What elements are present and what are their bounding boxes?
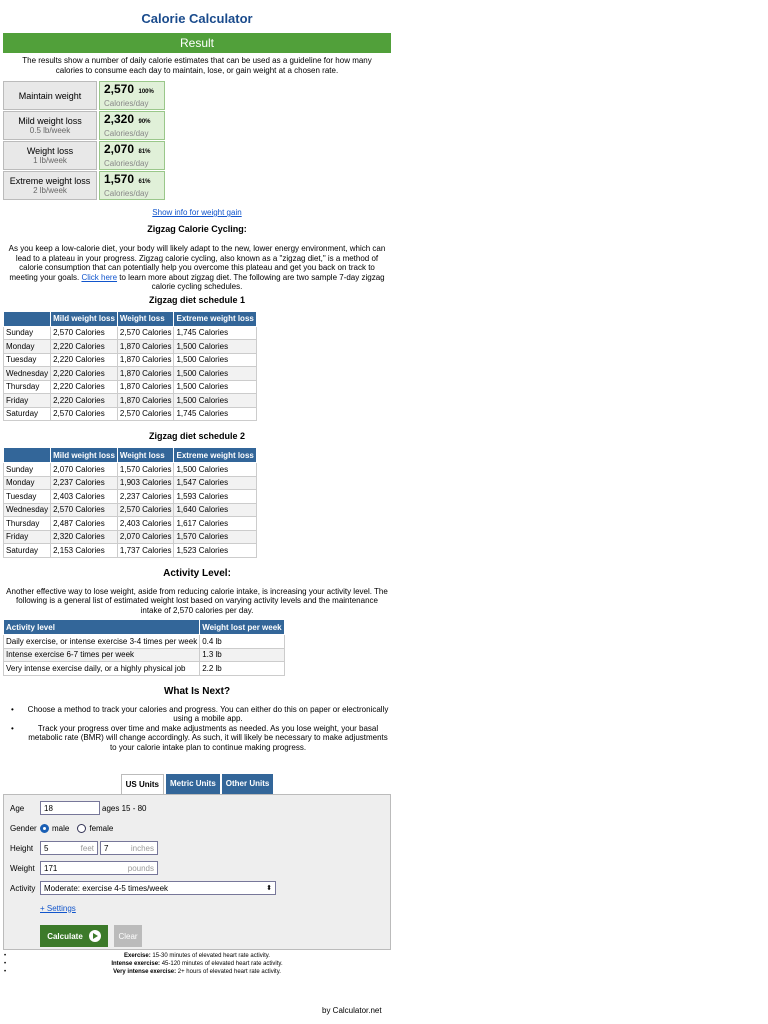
- age-value: 18: [44, 803, 53, 813]
- table-cell: 1,737 Calories: [117, 544, 174, 558]
- table-cell: 2,487 Calories: [51, 517, 118, 531]
- age-label: Age: [10, 803, 25, 813]
- table-cell: 1,870 Calories: [117, 367, 174, 381]
- table-row: [4, 353, 257, 367]
- result-label: Extreme weight loss: [9, 175, 91, 186]
- schedule1-table: [3, 311, 257, 422]
- result-row: [3, 81, 391, 110]
- gender-label: Gender: [10, 823, 37, 833]
- table-cell: 1,640 Calories: [174, 503, 256, 517]
- result-label: Weight loss: [26, 145, 74, 156]
- table-cell: 1,903 Calories: [117, 476, 174, 490]
- result-value: 2,570: [104, 81, 135, 96]
- table-cell: Tuesday: [4, 490, 51, 504]
- result-percent: 90%: [138, 118, 151, 125]
- result-unit: Calories/day: [104, 128, 149, 138]
- column-header: Weight loss: [117, 311, 174, 326]
- table-cell: Sunday: [4, 326, 51, 340]
- activity-paragraph: Another effective way to lose weight, aside from reducing calorie intake, is increasing your activity level. The following is a general list of estimated weight lost based on varying activity levels and the maintenance intake of 2,570 calories per day.: [6, 586, 388, 615]
- table-row: [4, 544, 257, 558]
- activity-table: [3, 619, 285, 676]
- unit-tabs: [3, 774, 391, 794]
- table-cell: Friday: [4, 530, 51, 544]
- result-intro: The results show a number of daily calorie estimates that can be used as a guideline for how many calories to consume each day to maintain, lose, or gain weight at a chosen rate.: [22, 56, 372, 75]
- table-cell: 1,870 Calories: [117, 394, 174, 408]
- table-cell: 1,745 Calories: [174, 326, 256, 340]
- table-row: [4, 662, 285, 676]
- table-cell: 1,523 Calories: [174, 544, 256, 558]
- activity-heading: Activity Level:: [163, 567, 231, 579]
- table-cell: 1,617 Calories: [174, 517, 256, 531]
- table-cell: 2,570 Calories: [51, 503, 118, 517]
- female-label: female: [89, 823, 114, 833]
- weight-input[interactable]: [40, 861, 158, 875]
- table-row: [4, 530, 257, 544]
- table-row: [4, 463, 257, 477]
- clear-button[interactable]: Clear: [114, 925, 142, 947]
- table-row: [4, 326, 257, 340]
- byline: by Calculator.net: [322, 1006, 382, 1015]
- column-header: Extreme weight loss: [174, 448, 256, 463]
- next-heading: What Is Next?: [163, 685, 231, 697]
- footnote-term: Intense exercise:: [111, 961, 161, 967]
- footnote-text: 15-30 minutes of elevated heart rate activity.: [152, 953, 270, 959]
- activity-select[interactable]: [40, 881, 276, 895]
- footnote-term: Exercise:: [124, 953, 151, 959]
- calculate-button[interactable]: [40, 925, 108, 947]
- table-cell: 2,220 Calories: [51, 353, 118, 367]
- table-row: [4, 648, 285, 662]
- result-value: 2,320: [104, 111, 135, 126]
- result-header: Result: [3, 33, 391, 53]
- table-row: [4, 407, 257, 421]
- table-cell: Monday: [4, 340, 51, 354]
- calculator-form: [3, 794, 391, 950]
- show-weight-gain-link[interactable]: Show info for weight gain: [152, 208, 242, 217]
- play-icon: [89, 930, 101, 942]
- male-label: male: [52, 823, 70, 833]
- table-cell: 1,870 Calories: [117, 380, 174, 394]
- weight-label: Weight: [10, 863, 35, 873]
- list-item: • Choose a method to track your calories and progress. You can either do this on paper or electronically using a mobile app.: [3, 705, 391, 724]
- column-header: Activity level: [4, 620, 200, 635]
- table-cell: 2,570 Calories: [51, 326, 118, 340]
- table-row: [4, 367, 257, 381]
- table-row: [4, 340, 257, 354]
- age-input[interactable]: [40, 801, 100, 815]
- table-cell: Intense exercise 6-7 times per week: [4, 648, 200, 662]
- table-cell: 2.2 lb: [200, 662, 284, 676]
- settings-link[interactable]: + Settings: [40, 903, 76, 913]
- schedule2-table: [3, 447, 257, 558]
- table-cell: 1,547 Calories: [174, 476, 256, 490]
- zigzag-heading: Zigzag Calorie Cycling:: [147, 224, 247, 234]
- weight-unit: pounds: [127, 863, 154, 873]
- table-header-row: [4, 311, 257, 326]
- footnote: [3, 952, 391, 960]
- result-unit: Calories/day: [104, 98, 149, 108]
- table-row: [4, 635, 285, 649]
- table-cell: 2,403 Calories: [51, 490, 118, 504]
- table-cell: 2,570 Calories: [117, 503, 174, 517]
- result-percent: 100%: [138, 88, 154, 95]
- select-arrows-icon: ⬍: [266, 885, 272, 892]
- result-unit: Calories/day: [104, 158, 149, 168]
- table-cell: 2,570 Calories: [51, 407, 118, 421]
- result-table: [3, 81, 391, 200]
- female-radio[interactable]: [77, 824, 86, 833]
- footnote-text: 45-120 minutes of elevated heart rate activity.: [161, 961, 283, 967]
- table-cell: 0.4 lb: [200, 635, 284, 649]
- activity-value: Moderate: exercise 4-5 times/week: [44, 883, 169, 893]
- table-cell: Thursday: [4, 517, 51, 531]
- table-cell: 2,220 Calories: [51, 340, 118, 354]
- table-cell: 1,500 Calories: [174, 367, 256, 381]
- result-percent: 81%: [138, 148, 151, 155]
- tab-metric-units[interactable]: Metric Units: [166, 774, 220, 794]
- table-cell: 1,570 Calories: [174, 530, 256, 544]
- table-cell: 1,570 Calories: [117, 463, 174, 477]
- table-cell: Very intense exercise daily, or a highly physical job: [4, 662, 200, 676]
- table-cell: Wednesday: [4, 367, 51, 381]
- table-cell: 2,570 Calories: [117, 326, 174, 340]
- schedule1-title: Zigzag diet schedule 1: [148, 294, 246, 305]
- table-cell: Friday: [4, 394, 51, 408]
- table-cell: 1,870 Calories: [117, 340, 174, 354]
- table-row: [4, 490, 257, 504]
- table-header-row: [4, 448, 257, 463]
- activity-label: Activity: [10, 883, 36, 893]
- table-cell: 2,237 Calories: [117, 490, 174, 504]
- table-cell: 2,220 Calories: [51, 394, 118, 408]
- table-cell: Wednesday: [4, 503, 51, 517]
- column-header: Weight lost per week: [200, 620, 284, 635]
- table-cell: 1,745 Calories: [174, 407, 256, 421]
- result-rate: 1 lb/week: [33, 155, 67, 165]
- result-rate: 0.5 lb/week: [29, 125, 71, 135]
- table-cell: 2,070 Calories: [117, 530, 174, 544]
- result-value: 2,070: [104, 141, 135, 156]
- table-cell: 1,500 Calories: [174, 353, 256, 367]
- result-rate: 2 lb/week: [33, 185, 67, 195]
- result-value: 1,570: [104, 171, 135, 186]
- list-item: • Track your progress over time and make adjustments as needed. As you lose weight, your basal metabolic rate (BMR) will change accordingly. As such, it will likely be necessary to make adjustments to your calorie intake plan to continue making progress.: [3, 724, 391, 753]
- table-row: [4, 517, 257, 531]
- result-row: [3, 111, 391, 140]
- table-row: [4, 380, 257, 394]
- column-header: Mild weight loss: [51, 448, 118, 463]
- table-cell: 1.3 lb: [200, 648, 284, 662]
- footnote-text: 2+ hours of elevated heart rate activity.: [177, 969, 281, 975]
- table-cell: 2,570 Calories: [117, 407, 174, 421]
- column-header: [4, 311, 51, 326]
- zigzag-paragraph: [5, 244, 389, 292]
- table-cell: Daily exercise, or intense exercise 3-4 times per week: [4, 635, 200, 649]
- table-row: [4, 476, 257, 490]
- table-cell: 1,500 Calories: [174, 380, 256, 394]
- table-cell: 2,320 Calories: [51, 530, 118, 544]
- height-feet-input[interactable]: [40, 841, 98, 855]
- weight-value: 171: [44, 863, 58, 873]
- table-cell: 1,593 Calories: [174, 490, 256, 504]
- tab-us-units[interactable]: US Units: [121, 774, 164, 794]
- table-cell: 1,500 Calories: [174, 394, 256, 408]
- table-cell: 2,153 Calories: [51, 544, 118, 558]
- column-header: Extreme weight loss: [174, 311, 256, 326]
- page-content: [3, 0, 391, 976]
- height-label: Height: [10, 843, 34, 853]
- table-row: [4, 503, 257, 517]
- calculate-label: Calculate: [47, 931, 83, 941]
- table-cell: 2,403 Calories: [117, 517, 174, 531]
- result-row: [3, 141, 391, 170]
- next-list: [3, 705, 391, 753]
- inches-value: 7: [104, 843, 109, 853]
- table-cell: 2,237 Calories: [51, 476, 118, 490]
- height-inches-input[interactable]: [100, 841, 158, 855]
- footnotes: [3, 952, 391, 976]
- table-cell: Tuesday: [4, 353, 51, 367]
- male-radio[interactable]: [40, 824, 49, 833]
- result-label: Maintain weight: [18, 90, 82, 101]
- table-cell: Monday: [4, 476, 51, 490]
- table-cell: 1,870 Calories: [117, 353, 174, 367]
- table-cell: Thursday: [4, 380, 51, 394]
- table-cell: Sunday: [4, 463, 51, 477]
- zigzag-learn-more-link[interactable]: Click here: [81, 272, 118, 282]
- feet-unit: feet: [80, 843, 94, 853]
- column-header: [4, 448, 51, 463]
- feet-value: 5: [44, 843, 49, 853]
- table-cell: Saturday: [4, 544, 51, 558]
- table-row: [4, 394, 257, 408]
- column-header: Mild weight loss: [51, 311, 118, 326]
- zigzag-text: As you keep a low-calorie diet, your body will likely adapt to the new, lower energy environment, which can lead to a plateau in your progress. Zigzag calorie cycling, also known as a "zigzag diet," is a method of calorie consumption that can potentially help you overcome this plateau and get you back on track to meeting your goals.: [8, 244, 386, 282]
- result-percent: 61%: [138, 178, 151, 185]
- table-cell: 1,500 Calories: [174, 340, 256, 354]
- column-header: Weight loss: [117, 448, 174, 463]
- page-title: Calorie Calculator: [141, 11, 253, 26]
- footnote-term: Very intense exercise:: [113, 969, 177, 975]
- table-cell: Saturday: [4, 407, 51, 421]
- footnote: [3, 968, 391, 976]
- result-unit: Calories/day: [104, 188, 149, 198]
- table-cell: 2,070 Calories: [51, 463, 118, 477]
- age-hint: ages 15 - 80: [102, 803, 147, 813]
- inches-unit: inches: [130, 843, 154, 853]
- result-row: [3, 171, 391, 200]
- table-cell: 2,220 Calories: [51, 380, 118, 394]
- schedule2-title: Zigzag diet schedule 2: [148, 431, 246, 441]
- table-header-row: [4, 620, 285, 635]
- zigzag-text-end: to learn more about zigzag diet. The following are two sample 7-day zigzag calorie cycling schedules.: [119, 272, 385, 291]
- footnote: [3, 960, 391, 968]
- table-cell: 1,500 Calories: [174, 463, 256, 477]
- tab-other-units[interactable]: Other Units: [222, 774, 274, 794]
- table-cell: 2,220 Calories: [51, 367, 118, 381]
- result-label: Mild weight loss: [18, 115, 82, 126]
